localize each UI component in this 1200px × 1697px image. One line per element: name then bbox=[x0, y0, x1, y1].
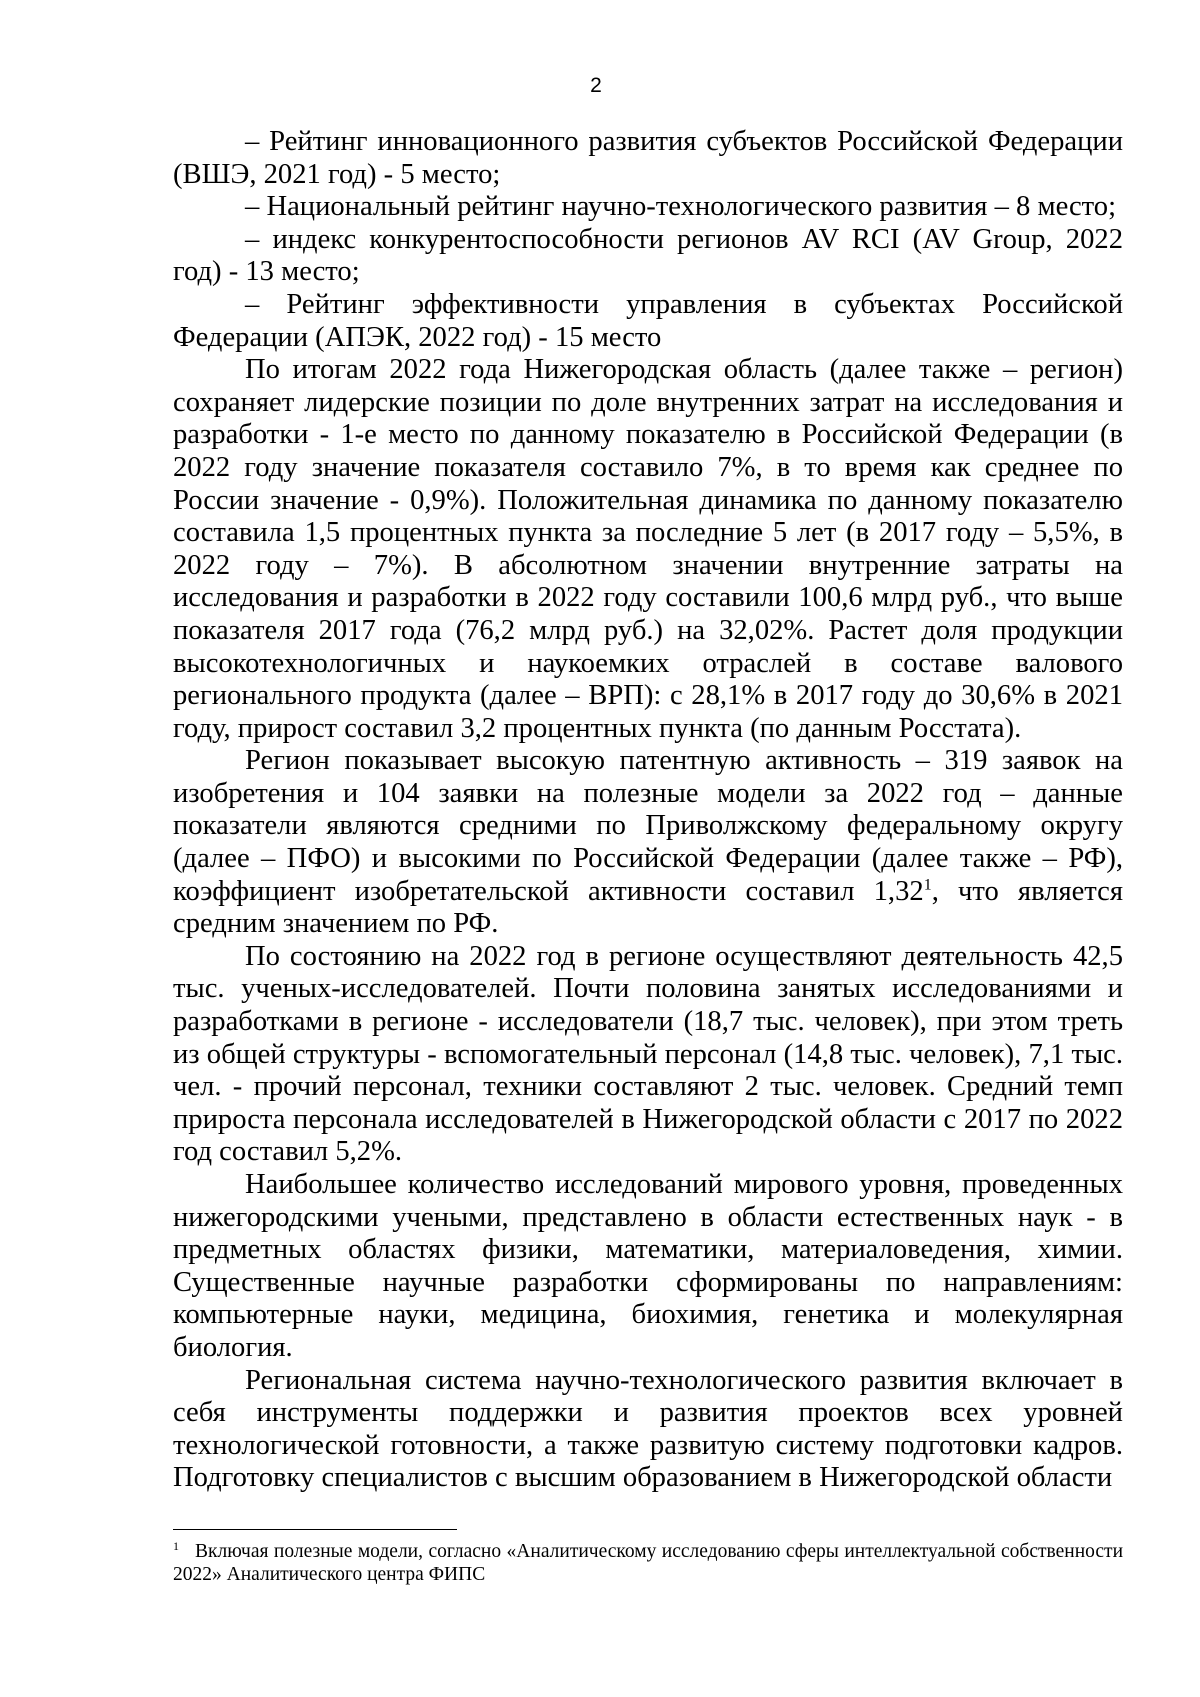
rating-item-innovation: – Рейтинг инновационного развития субъектов Российской Федерации (ВШЭ, 2021 год) - 5 место; bbox=[173, 126, 1123, 190]
footnote-marker: 1 bbox=[173, 1538, 179, 1553]
paragraph-patent-activity bbox=[173, 745, 1123, 941]
patent-text-before: Регион показывает высокую патентную активность – 319 заявок на изобретения и 104 заявки на полезные модели за 2022 год – данные показатели являются средними по Приволжскому федеральному округу (далее – ПФО) и высокими по Российской Федерации (далее также – РФ), коэффициент изобретательской активности составил 1,32 bbox=[173, 745, 1123, 907]
paragraph-world-research: Наибольшее количество исследований мирового уровня, проведенных нижегородскими учеными, представлено в области естественных наук - в предметных областях физики, математики, материаловедения, химии. Существенные научные разработки сформированы по направлениям: компьютерные науки, медицина, биохимия, генетика и молекулярная биология. bbox=[173, 1169, 1123, 1363]
page-number: 2 bbox=[590, 74, 602, 97]
paragraph-regional-system: Региональная система научно-технологического развития включает в себя инструменты поддержки и развития проектов всех уровней технологической готовности, а также развитую систему подготовки кадров. Подготовку специалистов с высшим образованием в Нижегородской области bbox=[173, 1364, 1123, 1494]
footnote-reference[interactable]: 1 bbox=[923, 876, 932, 894]
paragraph-researchers: По состоянию на 2022 год в регионе осуществляют деятельность 42,5 тыс. ученых-исследователей. Почти половина занятых исследованиями и разработками в регионе - исследователи (18,7 тыс. человек), при этом треть из общей структуры - вспомогательный персонал (14,8 тыс. человек), 7,1 тыс. чел. - прочий персонал, техники составляют 2 тыс. человек. Средний темп прироста персонала исследователей в Нижегородской области с 2017 по 2022 год составил 5,2%. bbox=[173, 940, 1123, 1168]
footnote bbox=[173, 1540, 1123, 1586]
rating-item-management: – Рейтинг эффективности управления в субъектах Российской Федерации (АПЭК, 2022 год) - 15 место bbox=[173, 288, 1123, 353]
footnote-text: Включая полезные модели, согласно «Аналитическому исследованию сферы интеллектуальной собственности 2022» Аналитического центра ФИПС bbox=[173, 1541, 1123, 1585]
rating-item-competitiveness: – индекс конкурентоспособности регионов AV RCI (AV Group, 2022 год) - 13 место; bbox=[173, 223, 1123, 288]
rating-item-national-science: – Национальный рейтинг научно-технологического развития – 8 место; bbox=[245, 191, 1117, 223]
body-text bbox=[173, 126, 1123, 1495]
paragraph-rnd-costs: По итогам 2022 года Нижегородская область (далее также – регион) сохраняет лидерские позиции по доле внутренних затрат на исследования и разработки - 1-е место по данному показателю в Российской Федерации (в 2022 году значение показателя составило 7%, в то время как среднее по России значение - 0,9%). Положительная динамика по данному показателю составила 1,5 процентных пункта за последние 5 лет (в 2017 году – 5,5%, в 2022 году – 7%). В абсолютном значении внутренние затраты на исследования и разработки в 2022 году составили 100,6 млрд руб., что выше показателя 2017 года (76,2 млрд руб.) на 32,02%. Растет доля продукции высокотехнологичных и наукоемких отраслей в составе валового регионального продукта (далее – ВРП): с 28,1% в 2017 году до 30,6% в 2021 году, прирост составил 3,2 процентных пункта (по данным Росстата). bbox=[173, 354, 1123, 744]
patent-text-after: , что является средним значением по РФ. bbox=[173, 875, 1123, 940]
footnote-divider bbox=[173, 1529, 457, 1530]
